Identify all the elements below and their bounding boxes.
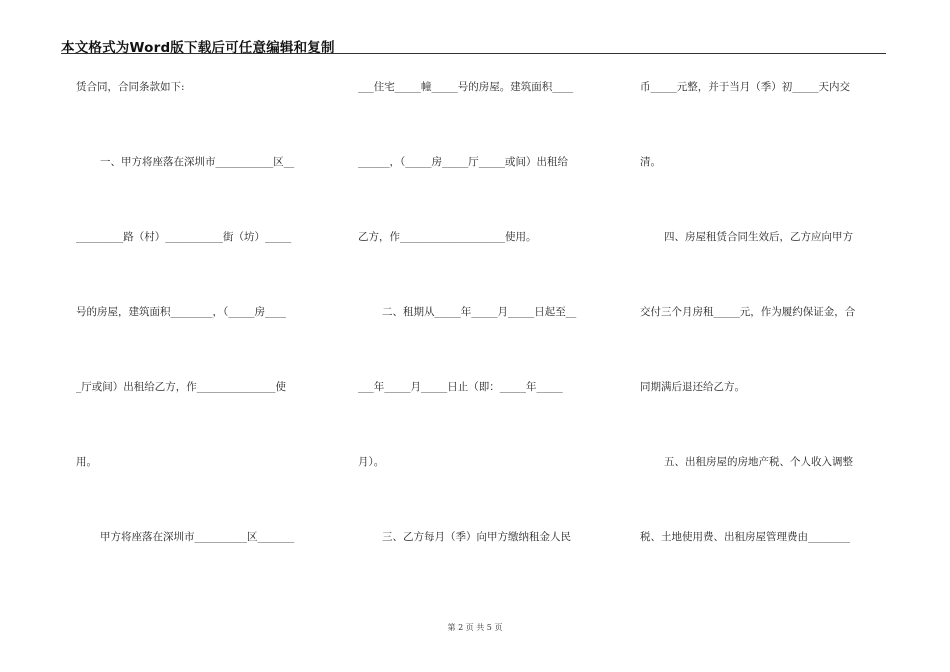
text-line: 赁合同，合同条款如下: — [76, 81, 185, 93]
text-line: _厅或间）出租给乙方，作_______________使 — [76, 381, 286, 393]
text-line: 一、甲方将座落在深圳市___________区__ — [100, 156, 295, 168]
text-line: 五、出租房屋的房地产税、个人收入调整 — [664, 456, 853, 468]
text-line: 用。 — [76, 456, 97, 468]
text-line: 四、房屋租赁合同生效后，乙方应向甲方 — [664, 231, 853, 243]
text-line: ___年_____月_____日止（即：_____年_____ — [358, 381, 563, 393]
text-line: 甲方将座落在深圳市__________区_______ — [100, 531, 295, 543]
header-divider — [61, 53, 886, 54]
text-line: 币_____元整，并于当月（季）初_____天内交 — [640, 81, 850, 93]
text-line: 三、乙方每月（季）向甲方缴纳租金人民 — [382, 531, 571, 543]
text-line: 号的房屋，建筑面积________，（_____房____ — [76, 306, 286, 318]
text-line: 交付三个月房租_____元，作为履约保证金，合 — [640, 306, 856, 318]
text-line: 乙方，作____________________使用。 — [358, 231, 537, 243]
text-line: 清。 — [640, 156, 661, 168]
text-line: 税、土地使用费、出租房屋管理费由________ — [640, 531, 850, 543]
document-title: 本文格式为Word版下载后可任意编辑和复制 — [61, 40, 335, 56]
text-line: ___住宅_____幢_____号的房屋。建筑面积____ — [358, 81, 574, 93]
text-line: _________路（村）___________街（坊）_____ — [76, 231, 292, 243]
text-line: 月）。 — [358, 456, 385, 468]
text-line: 同期满后退还给乙方。 — [640, 381, 745, 393]
text-line: ______，（_____房_____厅_____或间）出租给 — [358, 156, 568, 168]
text-line: 二、租期从_____年_____月_____日起至__ — [382, 306, 577, 318]
page-number: 第 2 页 共 5 页 — [447, 623, 503, 632]
